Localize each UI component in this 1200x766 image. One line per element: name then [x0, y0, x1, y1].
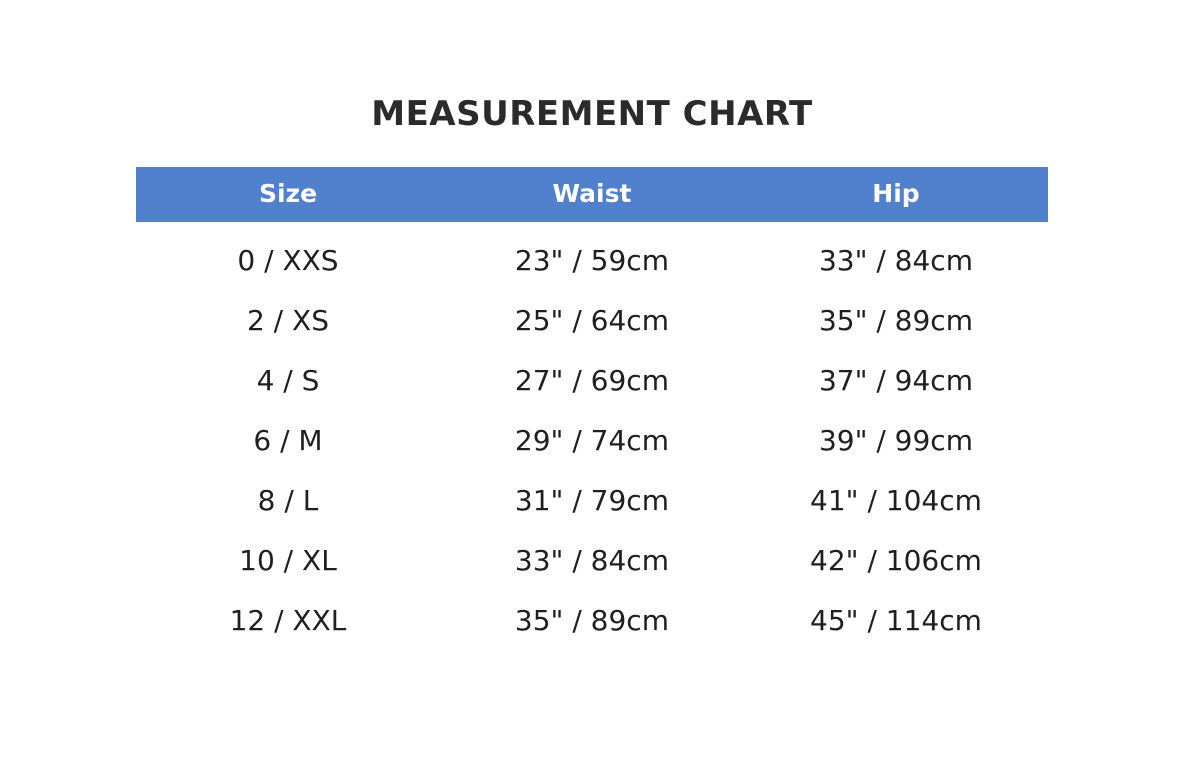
- cell-size: 12 / XXL: [229, 604, 347, 638]
- measurement-chart-container: [136, 96, 1048, 651]
- table-header: [136, 167, 1048, 222]
- page-title: MEASUREMENT CHART: [371, 94, 813, 134]
- cell-size: 10 / XL: [239, 544, 337, 578]
- cell-size: 2 / XS: [246, 304, 329, 338]
- measurement-table: [136, 167, 1048, 651]
- table-row: [136, 531, 1048, 591]
- cell-waist: 33" / 84cm: [514, 544, 669, 578]
- column-header-waist: Waist: [440, 167, 744, 222]
- cell-hip: 37" / 94cm: [818, 364, 973, 398]
- table-body: [136, 222, 1048, 651]
- table-row: [136, 591, 1048, 651]
- cell-hip: 42" / 106cm: [810, 544, 982, 578]
- table-row: [136, 222, 1048, 291]
- table-header-row: [136, 167, 1048, 222]
- cell-waist: 31" / 79cm: [514, 484, 669, 518]
- cell-size: 0 / XXS: [237, 244, 339, 278]
- cell-size: 4 / S: [256, 364, 320, 398]
- cell-waist: 35" / 89cm: [514, 604, 669, 638]
- table-row: [136, 471, 1048, 531]
- cell-hip: 45" / 114cm: [810, 604, 982, 638]
- cell-hip: 39" / 99cm: [818, 424, 973, 458]
- cell-waist: 29" / 74cm: [514, 424, 669, 458]
- cell-size: 8 / L: [257, 484, 319, 518]
- column-header-hip: Hip: [744, 167, 1048, 222]
- cell-waist: 23" / 59cm: [514, 244, 669, 278]
- cell-waist: 25" / 64cm: [514, 304, 669, 338]
- cell-waist: 27" / 69cm: [514, 364, 669, 398]
- table-row: [136, 291, 1048, 351]
- cell-hip: 35" / 89cm: [818, 304, 973, 338]
- cell-hip: 41" / 104cm: [810, 484, 982, 518]
- cell-hip: 33" / 84cm: [818, 244, 973, 278]
- column-header-size: Size: [136, 167, 440, 222]
- cell-size: 6 / M: [253, 424, 323, 458]
- table-row: [136, 351, 1048, 411]
- table-row: [136, 411, 1048, 471]
